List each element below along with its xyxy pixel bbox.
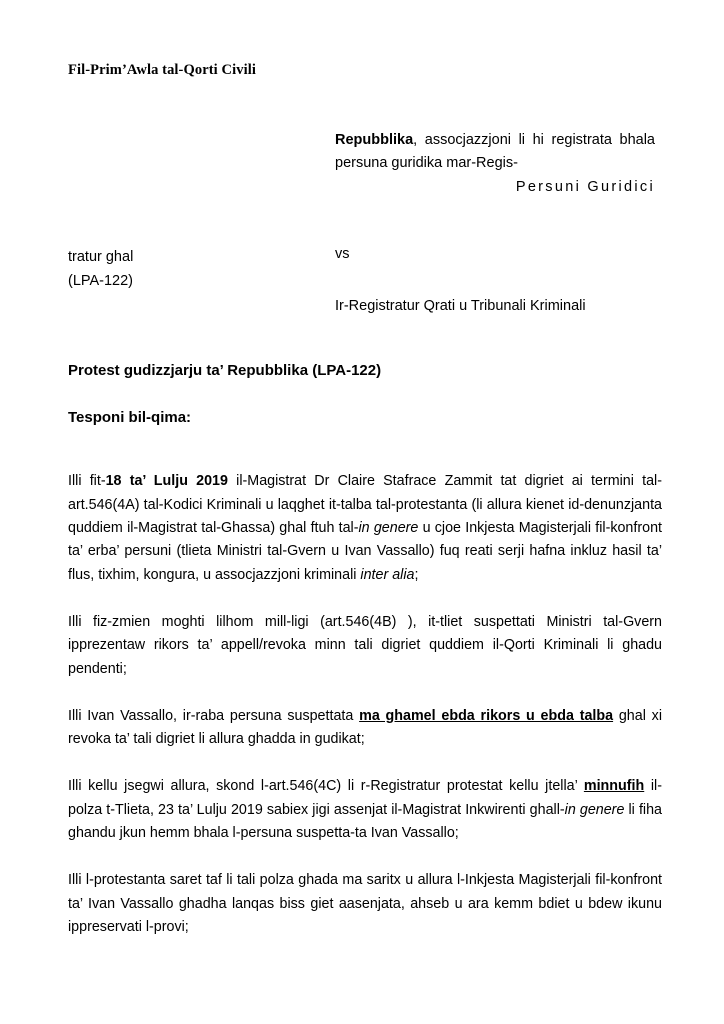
protest-title: Protest gudizzjarju ta’ Repubblika (LPA-122) xyxy=(68,362,382,380)
defendant-name: Ir-Registratur Qrati u Tribunali Kriminali xyxy=(335,298,586,315)
para-4: Illi kellu jsegwi allura, skond l-art.546(4C) li r-Registratur protestat kellu jtella’ minnufih il-polza t-Tlieta, 23 ta’ Lulju 2019 sabiex jigi assenjat il-Magistrat Inkwirenti ghall-in genere li fiha ghandu jkun hemm bhala l-persuna suspetta-ta Ivan Vassallo; xyxy=(68,778,662,842)
versus-label: vs xyxy=(335,246,350,263)
plaintiff-registry-type: Persuni Guridici xyxy=(515,178,655,195)
plaintiff-description: , assocjazzjoni li hi registrata bhala persuna guridika mar-Regis- xyxy=(335,132,655,172)
registrar-continuation-wrap xyxy=(68,246,662,314)
registrar-line-2: (LPA-122) xyxy=(68,272,134,289)
court-heading: Fil-Prim’Awla tal-Qorti Civili xyxy=(68,62,256,78)
parties-block xyxy=(68,129,662,314)
document-body xyxy=(68,470,662,939)
registrar-line-1: tratur ghal xyxy=(68,249,134,266)
plaintiff-block xyxy=(335,129,655,199)
para-5: Illi l-protestanta saret taf li tali polza ghada ma saritx u allura l-Inkjesta Magisterjali fil-konfront ta’ Ivan Vassallo ghadha lanqas biss giet aasenjata, ahseb u ara kemm bdiet u bdew ikunu ippreservati l-provi; xyxy=(68,872,662,935)
para-2: Illi fiz-zmien moghti lilhom mill-ligi (art.546(4B) ), it-tliet suspettati Ministri tal-Gvern ipprezentaw rikors ta’ appell/revoka minn tali digriet quddiem il-Qorti Kriminali li ghadu pendenti; xyxy=(68,613,662,677)
plaintiff-name: Repubblika xyxy=(335,132,414,148)
para-1: Illi fit-18 ta’ Lulju 2019 il-Magistrat Dr Claire Stafrace Zammit tat digriet ai termini tal-art.546(4A) tal-Kodici Kriminali u laqghet it-talba tal-protestanta (li allura kienet id-denunzjanta quddiem il-Magistrat tal-Ghassa) ghal ftuh tal-in genere u cjoe Inkjesta Magisterjali fil-konfront ta’ erba’ persuni (tlieta Ministri tal-Gvern u Ivan Vassallo) fuq reati serji hafna inkluz hasil ta’ flus, tixhim, kongura, u assocjazzjoni kriminali inter alia; xyxy=(68,473,662,583)
plaintiff-text xyxy=(335,129,655,199)
registrar-continuation xyxy=(68,246,328,293)
respond-title: Tesponi bil-qima: xyxy=(68,409,192,427)
para-3: Illi Ivan Vassallo, ir-raba persuna suspettata ma ghamel ebda rikors u ebda talba ghal xi revoka ta’ tali digriet li allura ghadda in gudikat; xyxy=(68,707,662,748)
